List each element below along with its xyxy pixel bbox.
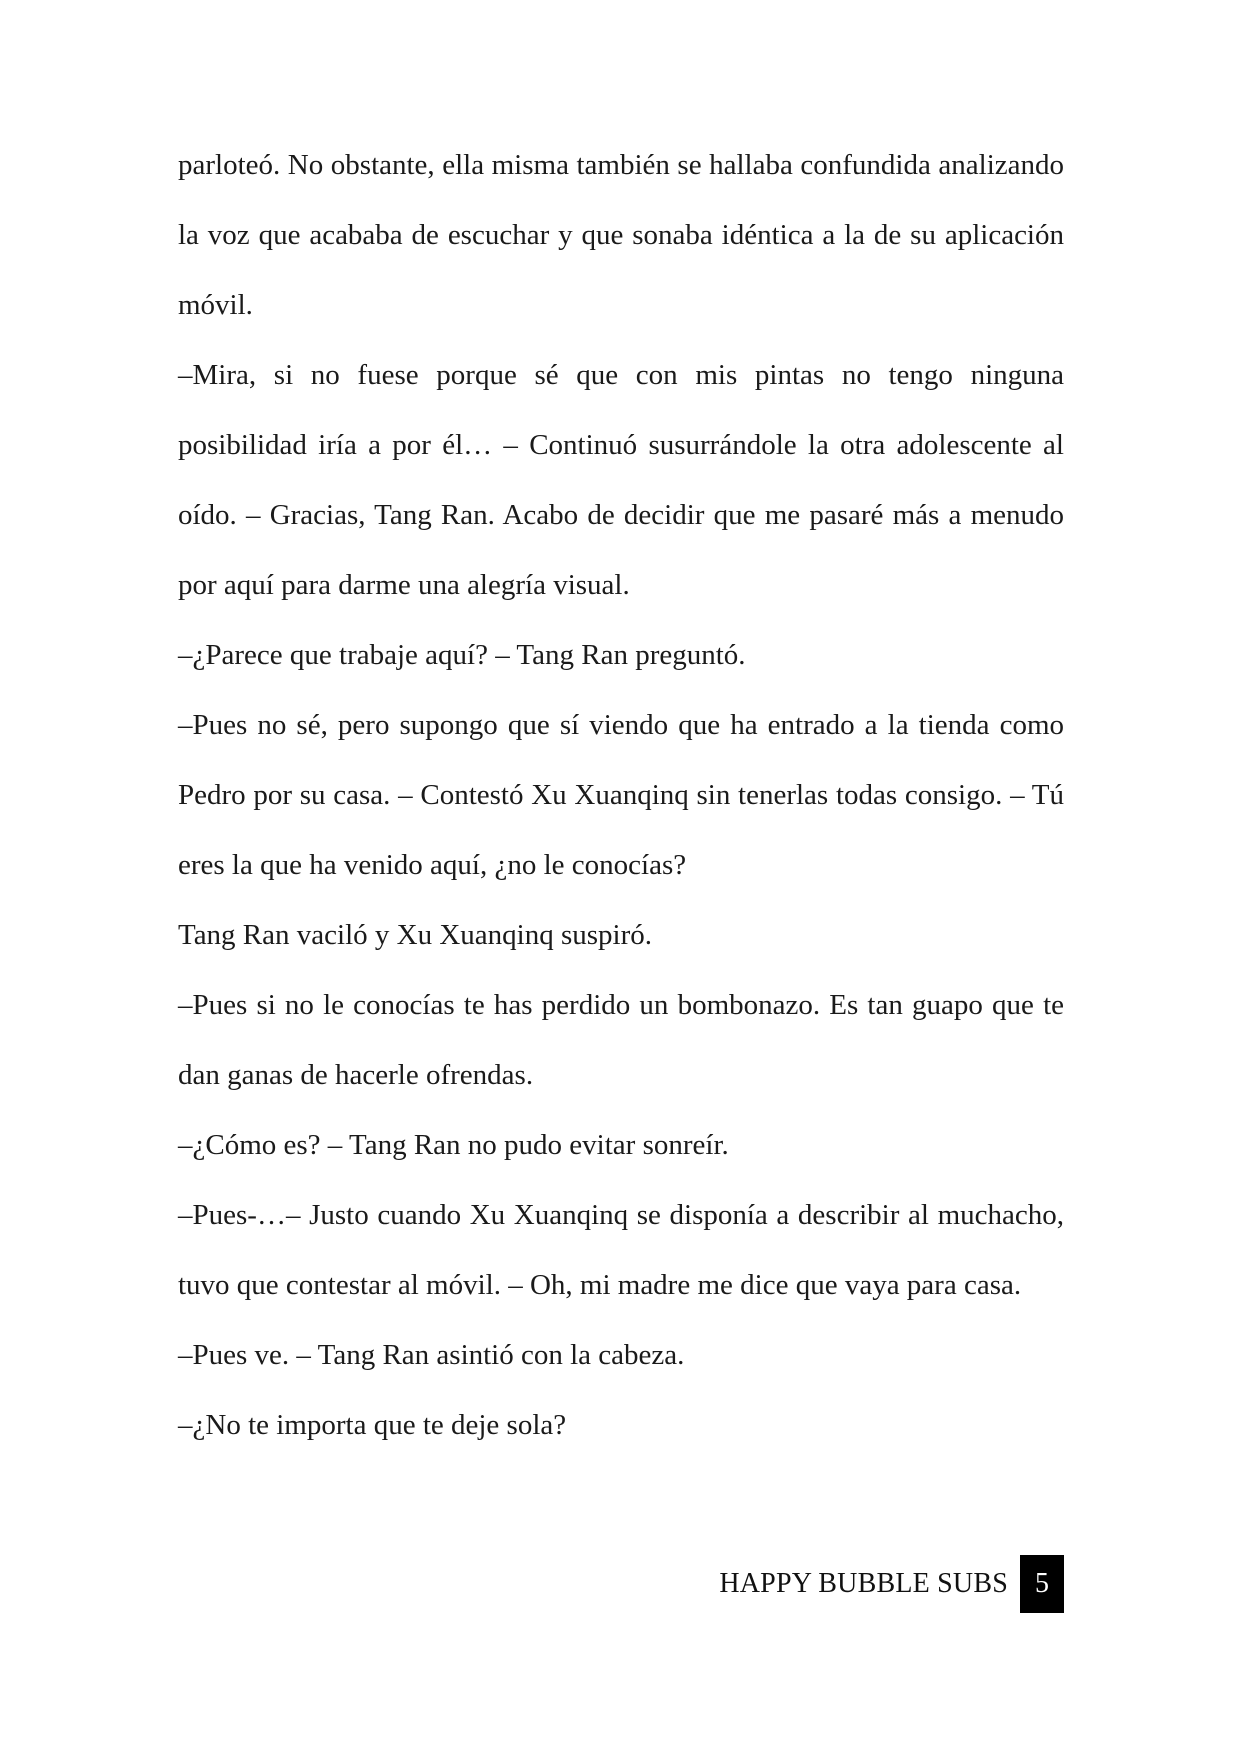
page-body — [178, 130, 1064, 1460]
paragraph: –Pues ve. – Tang Ran asintió con la cabeza. — [178, 1339, 685, 1371]
paragraph: Tang Ran vaciló y Xu Xuanqinq suspiró. — [178, 919, 652, 951]
paragraph: –¿No te importa que te deje sola? — [178, 1409, 567, 1441]
paragraph: parloteó. No obstante, ella misma también se hallaba confundida analizando la voz que acababa de escuchar y que sonaba idéntica a la de su aplicación móvil. — [178, 149, 1064, 321]
paragraph: –¿Parece que trabaje aquí? – Tang Ran preguntó. — [178, 639, 746, 671]
paragraph: –Pues si no le conocías te has perdido un bombonazo. Es tan guapo que te dan ganas de hacerle ofrendas. — [178, 989, 1064, 1091]
footer-label: HAPPY BUBBLE SUBS — [719, 1568, 1008, 1599]
paragraph: –Pues-…– Justo cuando Xu Xuanqinq se disponía a describir al muchacho, tuvo que contestar al móvil. – Oh, mi madre me dice que vaya para casa. — [178, 1199, 1064, 1301]
page-number-badge: 5 — [1020, 1555, 1064, 1613]
page-footer — [719, 1555, 1064, 1613]
paragraph: –Mira, si no fuese porque sé que con mis pintas no tengo ninguna posibilidad iría a por él… – Continuó susurrándole la otra adolescente al oído. – Gracias, Tang Ran. Acabo de decidir que me pasaré más a menudo por aquí para darme una alegría visual. — [178, 359, 1064, 601]
paragraph: –Pues no sé, pero supongo que sí viendo que ha entrado a la tienda como Pedro por su casa. – Contestó Xu Xuanqinq sin tenerlas todas consigo. – Tú eres la que ha venido aquí, ¿no le conocías? — [178, 709, 1064, 881]
paragraph: –¿Cómo es? – Tang Ran no pudo evitar sonreír. — [178, 1129, 729, 1161]
